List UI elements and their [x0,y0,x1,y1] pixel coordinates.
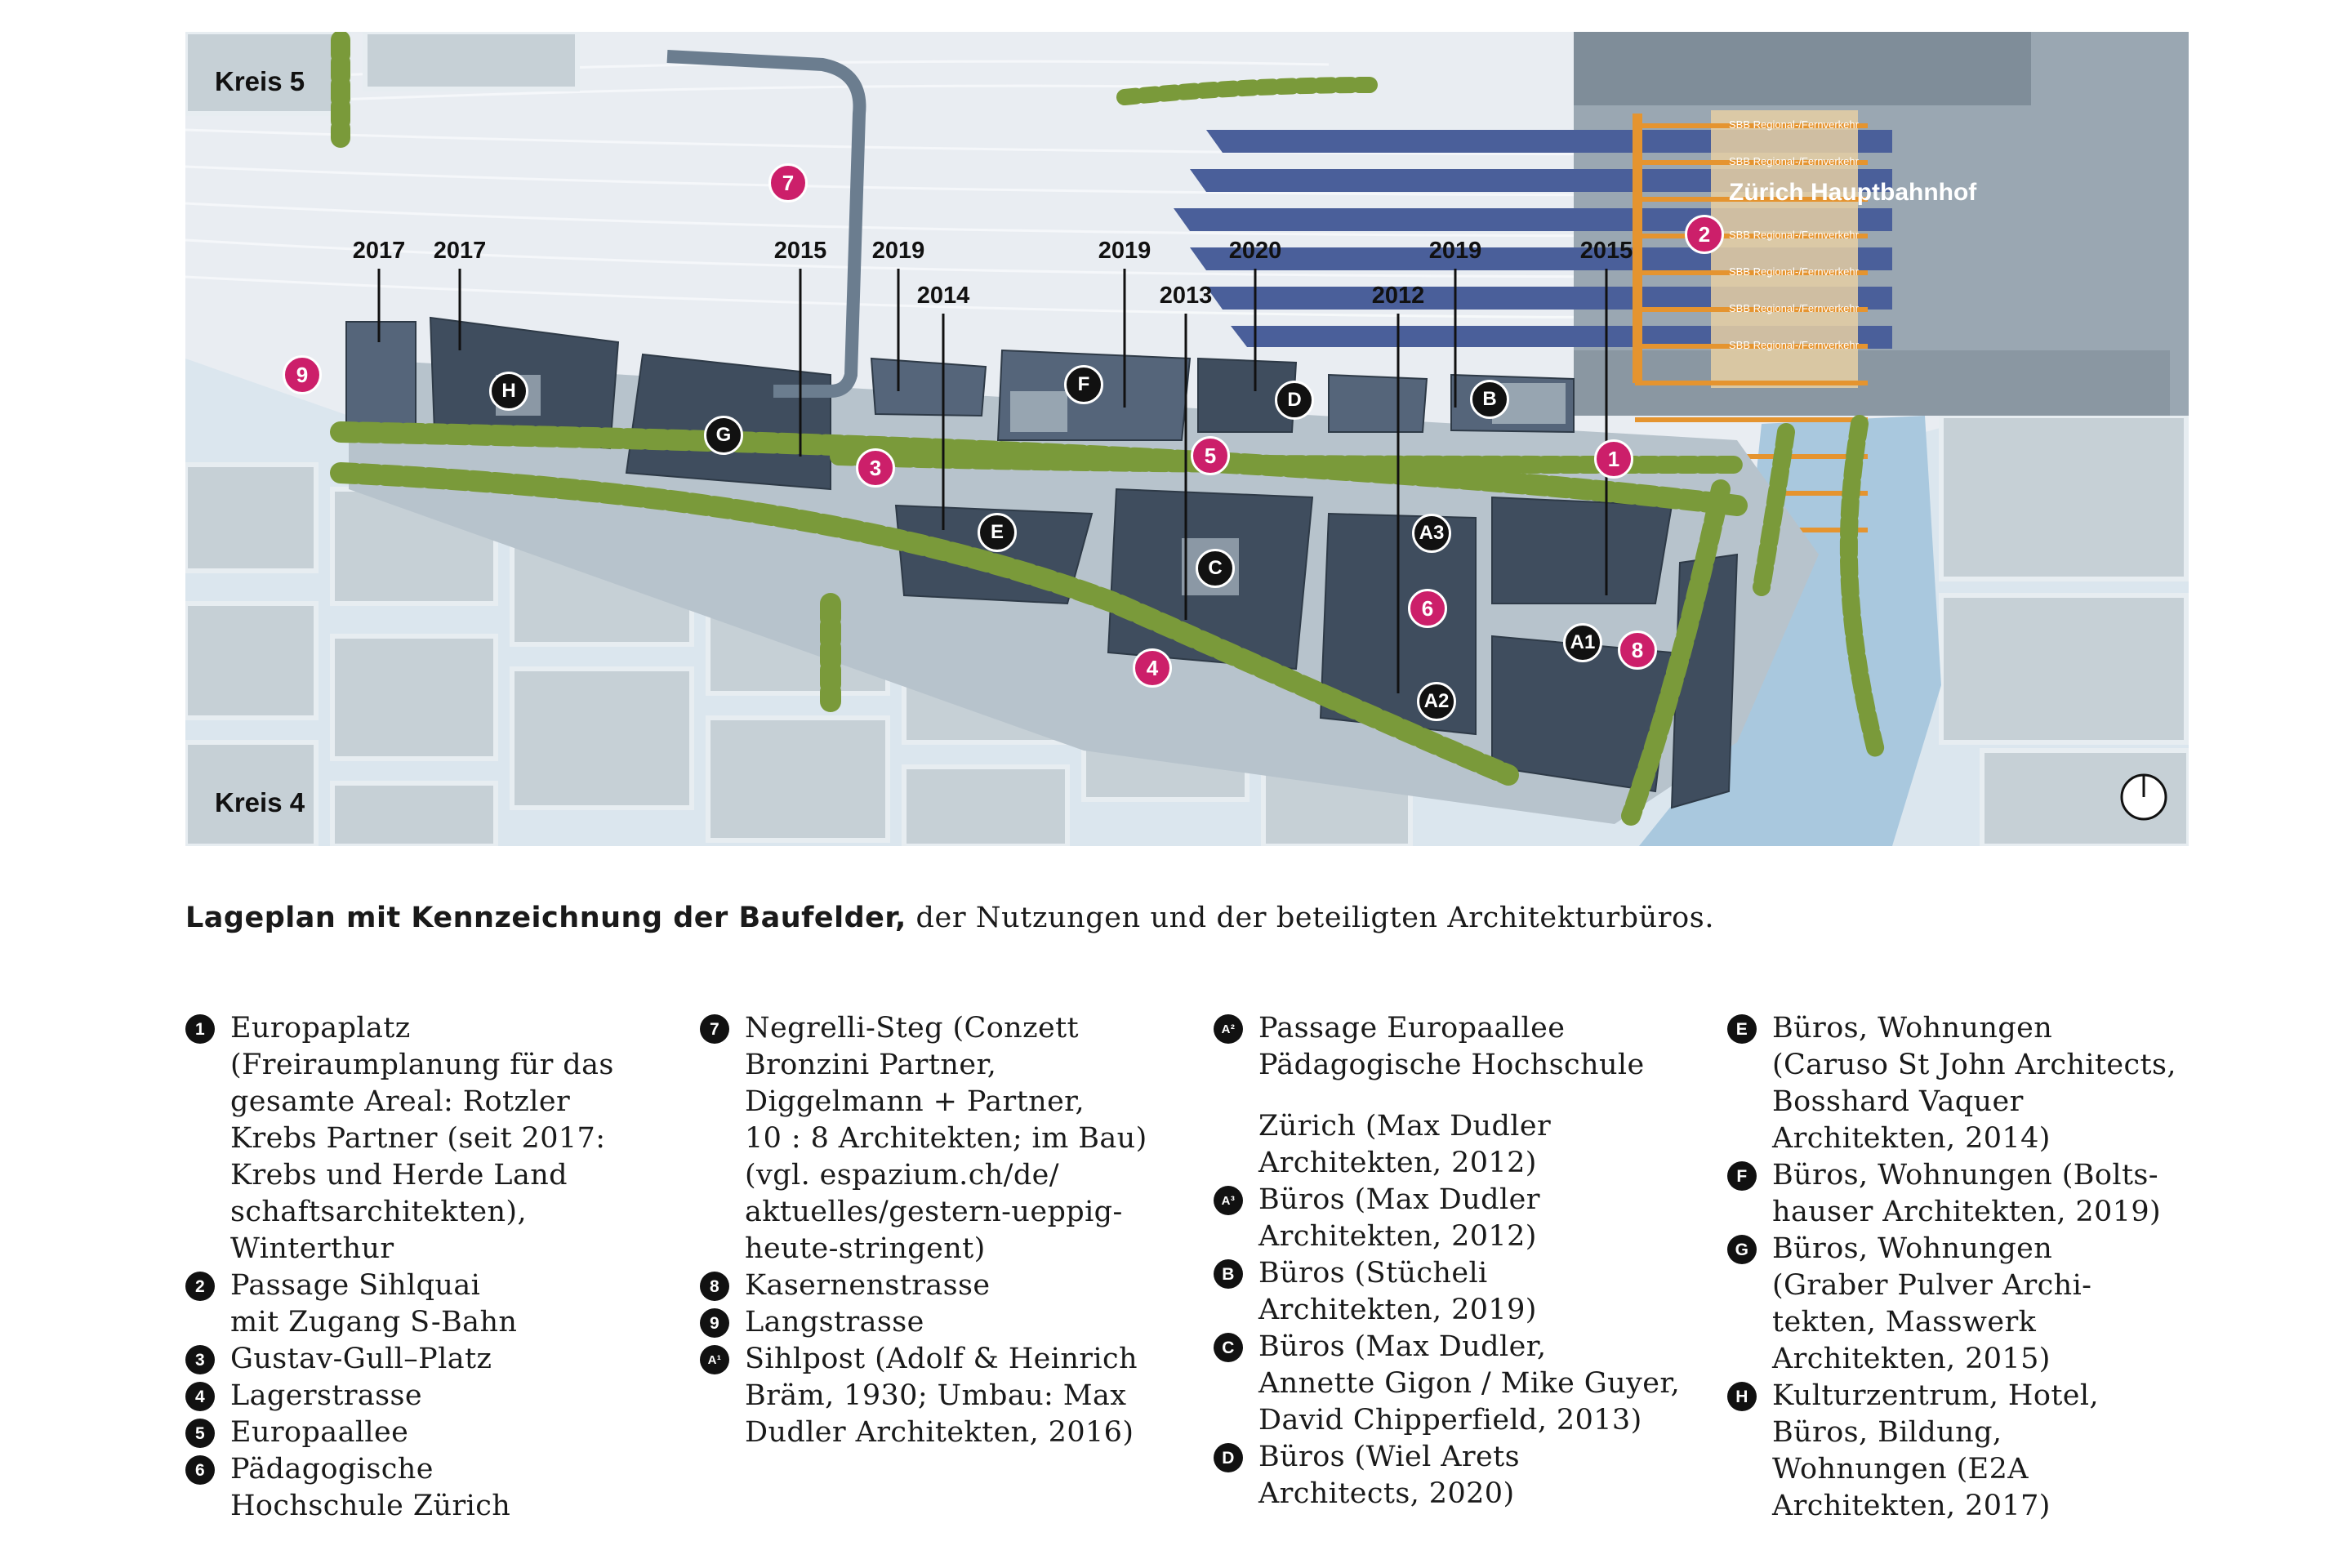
year-label: 2015 [773,238,827,264]
legend-text: Zürich (Max Dudler Architekten, 2012) [1258,1110,1552,1179]
legend-text: Büros, Wohnungen (Graber Pulver Archi- tekten, Masswerk Architekten, 2015) [1772,1232,2092,1375]
north-arrow [2122,775,2166,819]
legend-text: Europaallee [230,1416,409,1449]
legend-marker: 3 [185,1345,215,1374]
legend-text: Passage Europaallee Pädagogische Hochschule [1258,1012,1645,1081]
legend-text: Kulturzentrum, Hotel, Büros, Bildung, Wohnungen (E2A Architekten, 2017) [1772,1379,2100,1522]
legend-marker: 6 [185,1455,215,1485]
legend-item [1727,1231,2234,1378]
legend-marker: 7 [700,1014,729,1044]
marker-building-d[interactable]: D [1275,381,1314,420]
legend-marker: 8 [700,1272,729,1301]
legend-item [185,1414,692,1451]
marker-building-g[interactable]: G [704,416,743,455]
legend-item [185,1451,692,1525]
year-label: 2017 [433,238,487,264]
rail-label: SBB Regional-/Fernverkehr [1729,229,1859,241]
legend-item [700,1341,1206,1451]
district-label-kreis4: Kreis 4 [215,787,305,817]
year-label: 2012 [1371,283,1425,309]
marker-building-h[interactable]: H [489,372,528,411]
marker-building-a3[interactable]: A3 [1412,514,1451,553]
legend-marker: E [1727,1014,1757,1044]
legend-item [700,1304,1206,1341]
station-label: Zürich Hauptbahnhof [1729,179,1977,206]
legend-item [185,1341,692,1378]
map-graphics [185,32,2189,846]
legend-text: Langstrasse [745,1306,924,1339]
legend-text: Pädagogische Hochschule Zürich [230,1453,511,1522]
legend-marker: 5 [185,1419,215,1448]
legend-item [700,1010,1206,1267]
legend-column-4 [1727,1010,2234,1525]
legend-item [185,1378,692,1414]
marker-building-b[interactable]: B [1470,380,1509,419]
marker-place-5[interactable]: 5 [1191,436,1230,475]
legend-item [1214,1439,1720,1512]
legend-marker: 9 [700,1308,729,1338]
legend-marker: 1 [185,1014,215,1044]
legend-marker: 4 [185,1382,215,1411]
year-label: 2015 [1579,238,1633,264]
site-plan-map [185,32,2189,846]
legend-item [1214,1108,1720,1182]
legend-marker: D [1214,1443,1243,1472]
legend-item [1727,1010,2234,1157]
legend-text: Büros, Wohnungen (Caruso St John Architects, Bosshard Vaquer Architekten, 2014) [1772,1012,2176,1155]
legend-marker: C [1214,1333,1243,1362]
rail-label: SBB Regional-/Fernverkehr [1729,339,1859,351]
legend-column-2 [700,1010,1206,1451]
year-label: 2017 [352,238,406,264]
legend-text: Gustav-Gull–Platz [230,1343,492,1375]
marker-building-a1[interactable]: A1 [1563,623,1602,662]
legend-text: Büros (Max Dudler, Annette Gigon / Mike Guyer, David Chipperfield, 2013) [1258,1330,1681,1437]
caption-rest: der Nutzungen und der beteiligten Architekturbüros. [906,902,1715,934]
legend-column-1 [185,1010,692,1525]
legend-text: Europaplatz (Freiraumplanung für das gesamte Areal: Rotzler Krebs Partner (seit 2017: Krebs und Herde Land schaftsarchitekten), Winterthur [230,1012,614,1265]
legend-text: Büros, Wohnungen (Bolts- hauser Architekten, 2019) [1772,1159,2162,1228]
marker-building-a2[interactable]: A2 [1417,682,1456,721]
district-label-kreis5: Kreis 5 [215,66,305,96]
marker-place-1[interactable]: 1 [1594,439,1633,479]
marker-place-2[interactable]: 2 [1685,215,1724,254]
marker-place-8[interactable]: 8 [1618,630,1657,670]
legend-item [1214,1182,1720,1255]
legend-text: Negrelli-Steg (Conzett Bronzini Partner, Diggelmann + Partner, 10 : 8 Architekten; im Bau) (vgl. espazium.ch/de/ aktuelles/gestern-ueppig- heute-stringent) [745,1012,1147,1265]
caption-bold: Lageplan mit Kennzeichnung der Baufelder, [185,902,906,934]
year-label: 2019 [1098,238,1152,264]
marker-building-e[interactable]: E [978,513,1017,552]
legend-marker: A² [1214,1014,1243,1044]
legend-item [1727,1157,2234,1231]
legend-text: Büros (Wiel Arets Architects, 2020) [1258,1441,1520,1510]
rail-label: SBB Regional-/Fernverkehr [1729,302,1859,314]
rail-label: SBB Regional-/Fernverkehr [1729,118,1859,131]
legend-marker: H [1727,1382,1757,1411]
legend-marker: G [1727,1235,1757,1264]
legend-marker: A¹ [700,1345,729,1374]
legend-text: Lagerstrasse [230,1379,423,1412]
legend-text: Sihlpost (Adolf & Heinrich Bräm, 1930; Umbau: Max Dudler Architekten, 2016) [745,1343,1138,1449]
legend-text: Passage Sihlquai mit Zugang S-Bahn [230,1269,518,1339]
marker-place-7[interactable]: 7 [768,163,808,203]
marker-building-f[interactable]: F [1064,365,1103,404]
marker-place-6[interactable]: 6 [1408,589,1447,628]
year-label: 2020 [1228,238,1282,264]
rail-label: SBB Regional-/Fernverkehr [1729,155,1859,167]
legend-marker: F [1727,1161,1757,1191]
legend-item [1214,1010,1720,1084]
legend-text: Büros (Max Dudler Architekten, 2012) [1258,1183,1540,1253]
legend-column-3 [1214,1010,1720,1512]
legend-marker: A³ [1214,1186,1243,1215]
marker-place-3[interactable]: 3 [856,448,895,488]
legend-text: Büros (Stücheli Architekten, 2019) [1258,1257,1537,1326]
legend-item [1727,1378,2234,1525]
marker-building-c[interactable]: C [1196,549,1235,588]
legend-marker: B [1214,1259,1243,1289]
legend-item [185,1267,692,1341]
marker-place-9[interactable]: 9 [283,355,322,394]
map-caption [185,902,2186,934]
rail-label: SBB Regional-/Fernverkehr [1729,265,1859,278]
legend-item [700,1267,1206,1304]
legend-text: Kasernenstrasse [745,1269,991,1302]
legend-item [1214,1255,1720,1329]
legend-marker: 2 [185,1272,215,1301]
marker-place-4[interactable]: 4 [1133,648,1172,688]
legend-item [1214,1329,1720,1439]
year-label: 2019 [1428,238,1482,264]
year-label: 2014 [916,283,970,309]
year-label: 2013 [1159,283,1213,309]
year-label: 2019 [871,238,925,264]
legend-item [185,1010,692,1267]
